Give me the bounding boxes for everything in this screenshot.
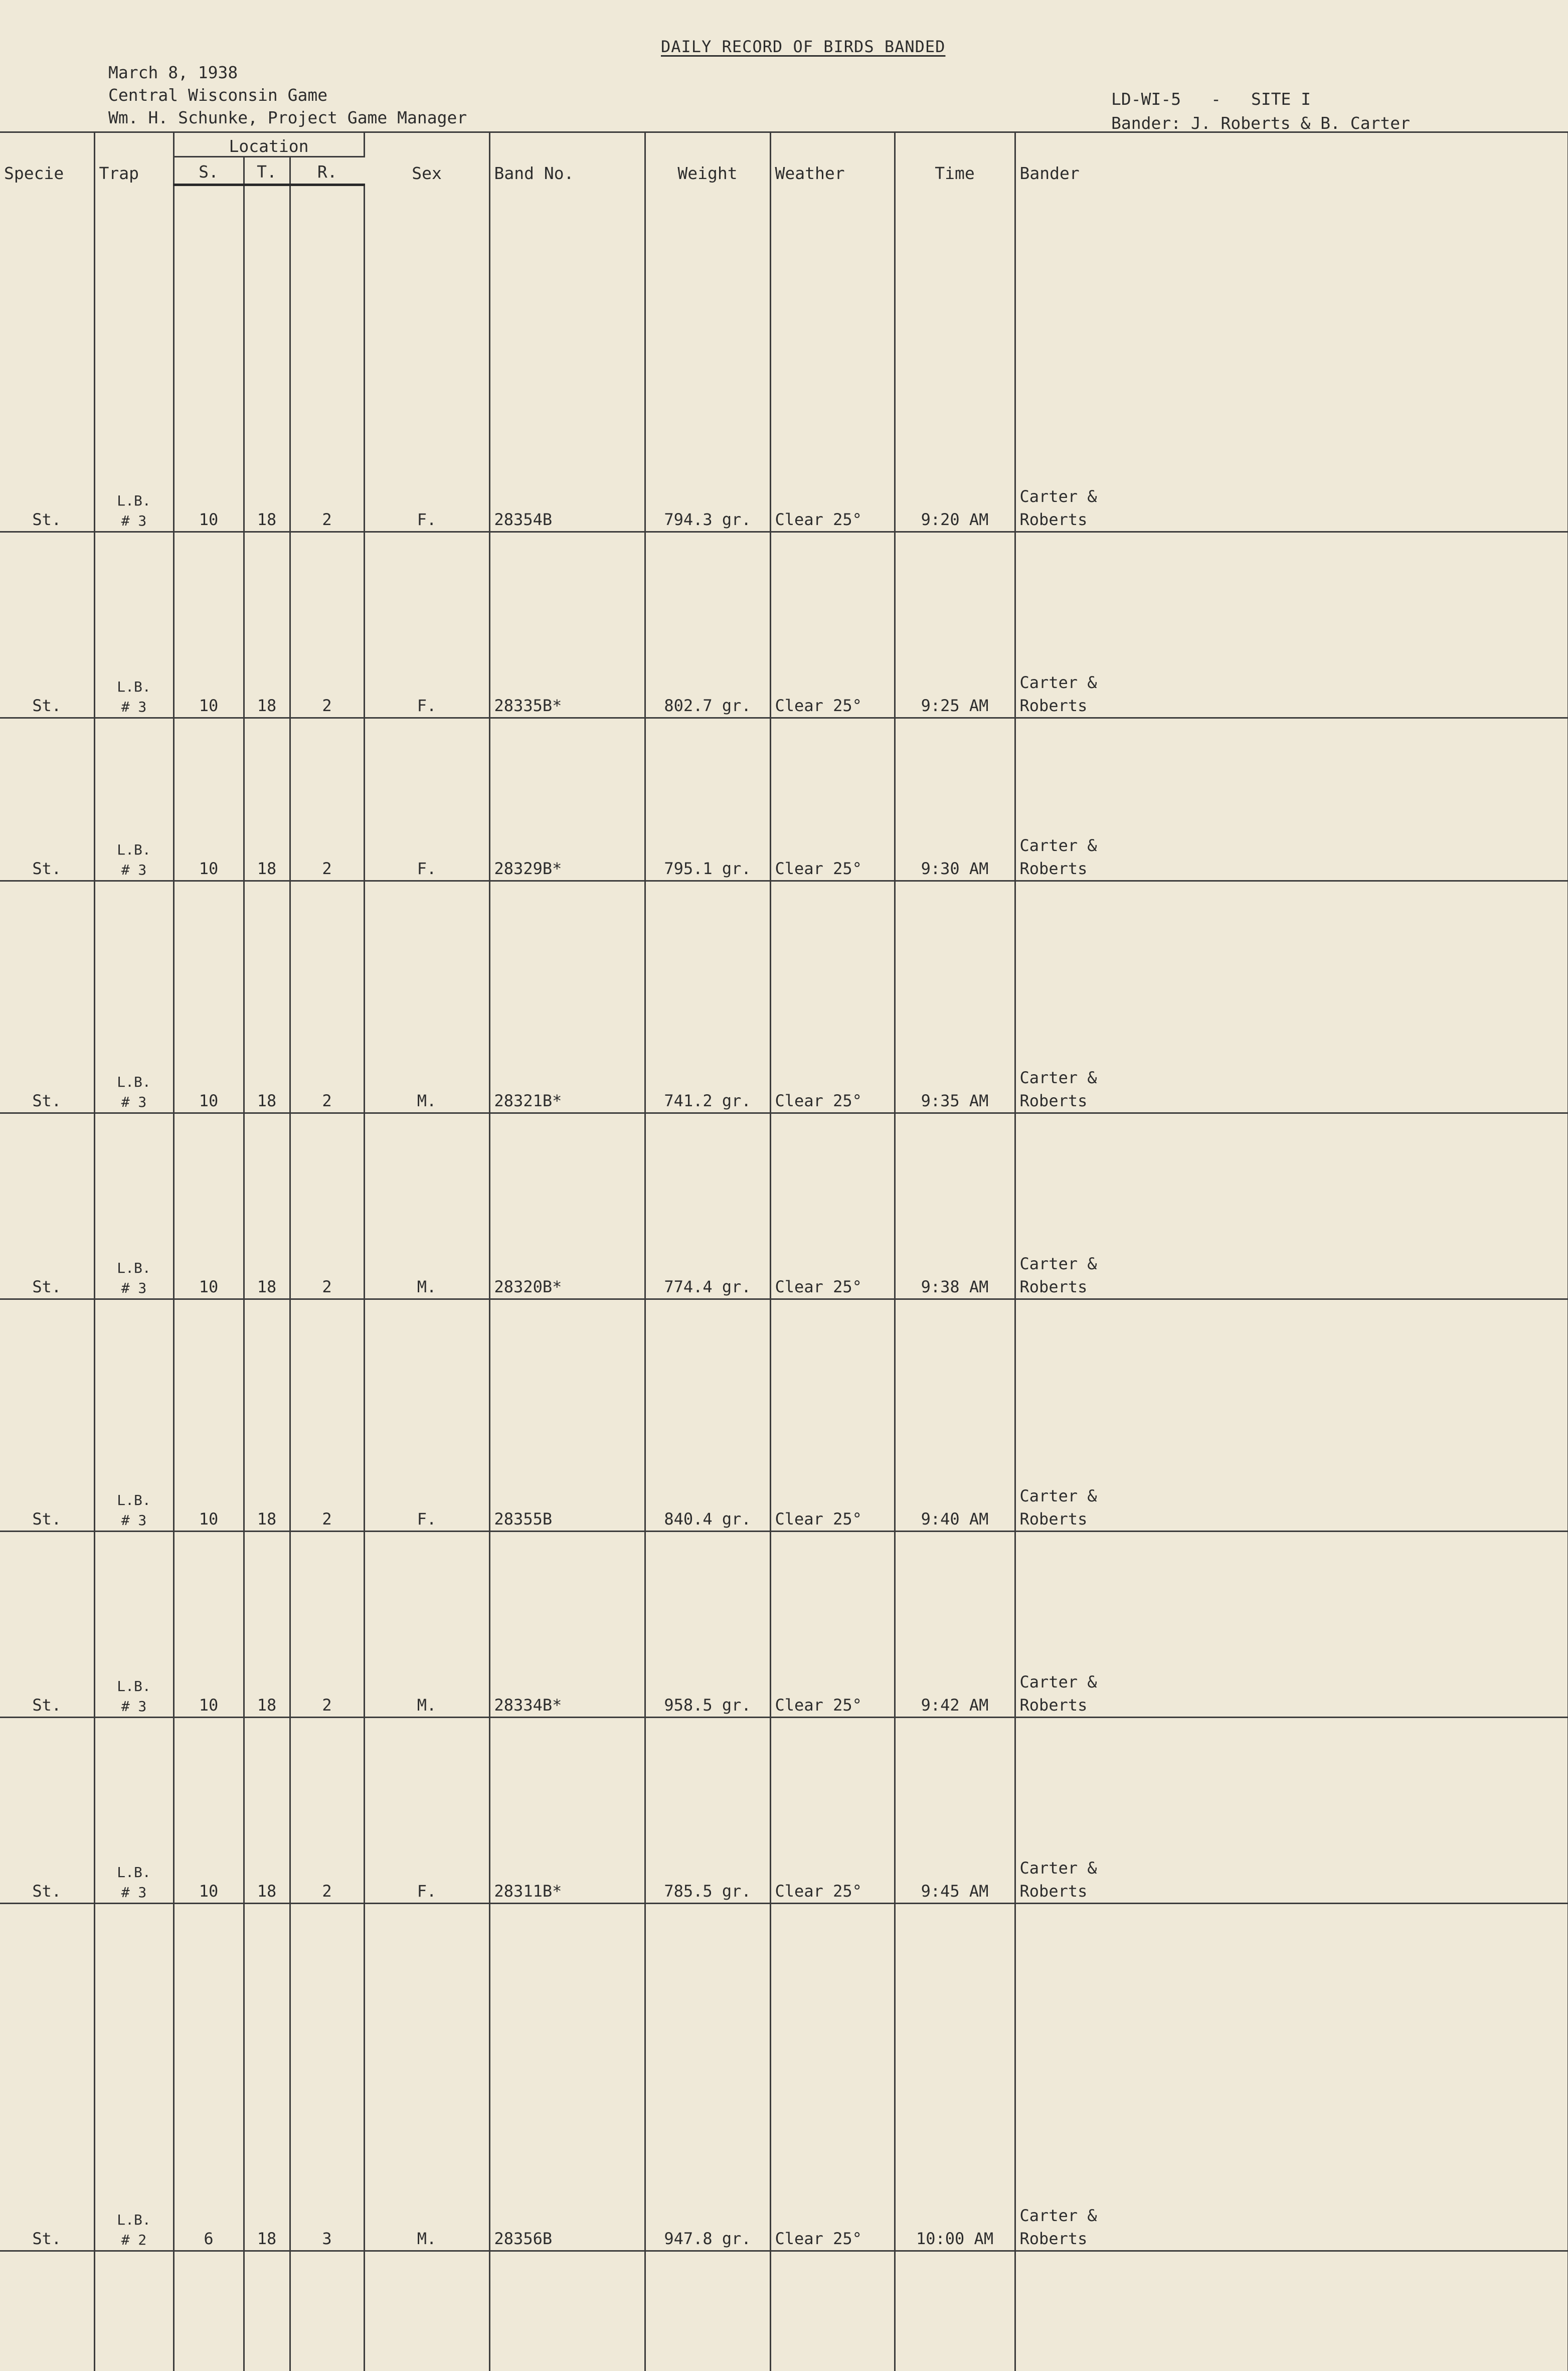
- cell-section: 10: [173, 718, 244, 881]
- cell-weight: 840.4 gr.: [645, 1299, 770, 1531]
- trap-type: L.B.: [99, 1490, 169, 1510]
- cell-section: 10: [173, 185, 244, 532]
- cell-range: 2: [290, 185, 364, 532]
- cell-range: 2: [290, 1299, 364, 1531]
- site-number: SITE I: [1251, 89, 1311, 109]
- bander-line-2: Roberts: [1020, 1507, 1563, 1531]
- bander-line-1: Carter &: [1020, 1856, 1563, 1880]
- cell-band-no: 28320B*: [489, 1113, 645, 1299]
- cell-section: [173, 2251, 244, 2371]
- trap-type: L.B.: [99, 2210, 169, 2230]
- cell-weather: Clear 25°: [770, 1717, 895, 1903]
- table-row: [0, 532, 1568, 718]
- trap-number: # 3: [99, 860, 169, 880]
- cell-band-no: 28354B: [489, 185, 645, 532]
- cell-sex: F.: [364, 185, 489, 532]
- bander-line-2: Roberts: [1020, 1880, 1563, 1903]
- cell-time: 9:40 AM: [895, 1299, 1015, 1531]
- trap-number: # 3: [99, 1883, 169, 1903]
- cell-trap: [94, 532, 173, 718]
- bander-names: J. Roberts & B. Carter: [1191, 113, 1410, 133]
- col-weather: Weather: [770, 132, 895, 185]
- bander-line-2: Roberts: [1020, 1089, 1563, 1112]
- cell-sex: F.: [364, 718, 489, 881]
- cell-weight: 785.5 gr.: [645, 1717, 770, 1903]
- cell-time: 9:25 AM: [895, 532, 1015, 718]
- cell-band-no: 28356B: [489, 1903, 645, 2251]
- cell-weight: 774.4 gr.: [645, 1113, 770, 1299]
- table-row: [0, 1531, 1568, 1717]
- cell-section: 6: [173, 1903, 244, 2251]
- table-row: [0, 1113, 1568, 1299]
- cell-bander: [1015, 1717, 1568, 1903]
- cell-weight: 802.7 gr.: [645, 532, 770, 718]
- col-township: T.: [244, 157, 290, 185]
- cell-weight: 958.5 gr.: [645, 1531, 770, 1717]
- cell-section: 10: [173, 1717, 244, 1903]
- site-line: [1111, 87, 1410, 111]
- bander-line-1: Carter &: [1020, 1484, 1563, 1507]
- cell-range: 3: [290, 1903, 364, 2251]
- table-row: [0, 1299, 1568, 1531]
- bander-line-2: Roberts: [1020, 1693, 1563, 1717]
- col-band-no: Band No.: [489, 132, 645, 185]
- cell-time: 9:35 AM: [895, 881, 1015, 1113]
- trap-type: L.B.: [99, 491, 169, 511]
- cell-specie: St.: [0, 1113, 94, 1299]
- cell-weather: Clear 25°: [770, 881, 895, 1113]
- cell-specie: St.: [0, 718, 94, 881]
- project-name: Central Wisconsin Game: [108, 84, 467, 106]
- cell-weather: Clear 25°: [770, 718, 895, 881]
- trap-type: L.B.: [99, 677, 169, 697]
- cell-weather: Clear 25°: [770, 185, 895, 532]
- trap-number: # 3: [99, 511, 169, 531]
- cell-weight: 795.1 gr.: [645, 718, 770, 881]
- table-row: [0, 881, 1568, 1113]
- banding-table: [0, 131, 1568, 2371]
- cell-bander: [1015, 718, 1568, 881]
- bander-line-2: Roberts: [1020, 2227, 1563, 2250]
- cell-bander: [1015, 532, 1568, 718]
- cell-weather: [770, 2251, 895, 2371]
- cell-weather: Clear 25°: [770, 1531, 895, 1717]
- cell-specie: St.: [0, 185, 94, 532]
- cell-range: 2: [290, 1717, 364, 1903]
- cell-township: 18: [244, 1113, 290, 1299]
- cell-township: 18: [244, 718, 290, 881]
- cell-bander: [1015, 1113, 1568, 1299]
- cell-specie: St.: [0, 1531, 94, 1717]
- bander-line-2: Roberts: [1020, 857, 1563, 880]
- cell-bander: [1015, 881, 1568, 1113]
- cell-township: 18: [244, 1717, 290, 1903]
- cell-range: 2: [290, 1113, 364, 1299]
- col-section: S.: [173, 157, 244, 185]
- cell-township: [244, 2251, 290, 2371]
- col-bander: Bander: [1015, 132, 1568, 185]
- table-row: [0, 718, 1568, 881]
- cell-range: 2: [290, 718, 364, 881]
- cell-bander: [1015, 185, 1568, 532]
- table-row: [0, 1903, 1568, 2251]
- cell-time: 9:42 AM: [895, 1531, 1015, 1717]
- cell-trap: [94, 881, 173, 1113]
- bander-line-2: Roberts: [1020, 508, 1563, 531]
- cell-weather: Clear 25°: [770, 532, 895, 718]
- cell-township: 18: [244, 185, 290, 532]
- cell-sex: F.: [364, 1717, 489, 1903]
- cell-sex: F.: [364, 1299, 489, 1531]
- trap-number: # 3: [99, 1092, 169, 1112]
- bander-line-1: Carter &: [1020, 671, 1563, 694]
- bander-line-1: Carter &: [1020, 834, 1563, 857]
- trap-type: L.B.: [99, 840, 169, 860]
- cell-sex: M.: [364, 1113, 489, 1299]
- cell-specie: St.: [0, 1903, 94, 2251]
- cell-sex: M.: [364, 1531, 489, 1717]
- table-body: [0, 185, 1568, 2371]
- cell-sex: F.: [364, 532, 489, 718]
- trap-type: L.B.: [99, 1072, 169, 1092]
- col-location: Location: [173, 132, 364, 157]
- cell-trap: [94, 1903, 173, 2251]
- cell-weather: Clear 25°: [770, 1113, 895, 1299]
- cell-township: 18: [244, 881, 290, 1113]
- cell-trap: [94, 2251, 173, 2371]
- cell-range: 2: [290, 1531, 364, 1717]
- cell-weather: Clear 25°: [770, 1903, 895, 2251]
- bander-line-1: Carter &: [1020, 2204, 1563, 2227]
- table-header: [0, 132, 1568, 185]
- trap-type: L.B.: [99, 1258, 169, 1278]
- col-weight: Weight: [645, 132, 770, 185]
- bander-line-2: Roberts: [1020, 1275, 1563, 1298]
- cell-time: 9:38 AM: [895, 1113, 1015, 1299]
- cell-bander: [1015, 1903, 1568, 2251]
- table-row: [0, 185, 1568, 532]
- project-manager: Wm. H. Schunke, Project Game Manager: [108, 106, 467, 129]
- site-separator: -: [1211, 89, 1221, 109]
- cell-township: 18: [244, 532, 290, 718]
- cell-specie: [0, 2251, 94, 2371]
- cell-section: 10: [173, 532, 244, 718]
- cell-township: 18: [244, 1299, 290, 1531]
- cell-trap: [94, 718, 173, 881]
- cell-section: 10: [173, 1299, 244, 1531]
- cell-band-no: 28311B*: [489, 1717, 645, 1903]
- bander-label: Bander:: [1111, 113, 1181, 133]
- cell-weight: 794.3 gr.: [645, 185, 770, 532]
- cell-range: 2: [290, 532, 364, 718]
- bander-line-1: Carter &: [1020, 1252, 1563, 1275]
- col-range: R.: [290, 157, 364, 185]
- cell-section: 10: [173, 1531, 244, 1717]
- header-left: [108, 61, 467, 129]
- site-code: LD-WI-5: [1111, 89, 1181, 109]
- cell-trap: [94, 1531, 173, 1717]
- bander-line-1: Carter &: [1020, 485, 1563, 508]
- cell-trap: [94, 1717, 173, 1903]
- cell-bander: [1015, 1299, 1568, 1531]
- cell-township: 18: [244, 1903, 290, 2251]
- cell-range: [290, 2251, 364, 2371]
- cell-specie: St.: [0, 532, 94, 718]
- cell-band-no: 28329B*: [489, 718, 645, 881]
- cell-bander: [1015, 1531, 1568, 1717]
- cell-bander: [1015, 2251, 1568, 2371]
- cell-specie: St.: [0, 1299, 94, 1531]
- cell-band-no: 28355B: [489, 1299, 645, 1531]
- cell-trap: [94, 185, 173, 532]
- bander-line-1: Carter &: [1020, 1066, 1563, 1089]
- trap-number: # 3: [99, 1278, 169, 1298]
- cell-sex: M.: [364, 1903, 489, 2251]
- cell-band-no: 28334B*: [489, 1531, 645, 1717]
- table-row: [0, 1717, 1568, 1903]
- trap-number: # 3: [99, 1510, 169, 1531]
- cell-range: 2: [290, 881, 364, 1113]
- cell-time: 9:45 AM: [895, 1717, 1015, 1903]
- cell-trap: [94, 1299, 173, 1531]
- cell-weight: 947.8 gr.: [645, 1903, 770, 2251]
- table-row: [0, 2251, 1568, 2371]
- cell-time: 9:30 AM: [895, 718, 1015, 881]
- cell-weight: [645, 2251, 770, 2371]
- cell-township: 18: [244, 1531, 290, 1717]
- cell-trap: [94, 1113, 173, 1299]
- header-right: [1111, 87, 1410, 135]
- cell-weight: 741.2 gr.: [645, 881, 770, 1113]
- col-time: Time: [895, 132, 1015, 185]
- cell-sex: M.: [364, 881, 489, 1113]
- cell-time: 9:20 AM: [895, 185, 1015, 532]
- trap-number: # 3: [99, 1697, 169, 1717]
- record-date: March 8, 1938: [108, 61, 467, 84]
- col-sex: Sex: [364, 132, 489, 185]
- cell-section: 10: [173, 1113, 244, 1299]
- bander-line-2: Roberts: [1020, 694, 1563, 717]
- col-trap: Trap: [94, 132, 173, 185]
- bander-line-1: Carter &: [1020, 1670, 1563, 1693]
- cell-band-no: [489, 2251, 645, 2371]
- cell-time: 10:00 AM: [895, 1903, 1015, 2251]
- col-specie: Specie: [0, 132, 94, 185]
- cell-specie: St.: [0, 881, 94, 1113]
- trap-number: # 3: [99, 697, 169, 717]
- cell-specie: St.: [0, 1717, 94, 1903]
- cell-section: 10: [173, 881, 244, 1113]
- cell-time: [895, 2251, 1015, 2371]
- cell-band-no: 28335B*: [489, 532, 645, 718]
- cell-weather: Clear 25°: [770, 1299, 895, 1531]
- cell-sex: [364, 2251, 489, 2371]
- trap-type: L.B.: [99, 1676, 169, 1697]
- document-title: DAILY RECORD OF BIRDS BANDED: [661, 37, 945, 56]
- trap-type: L.B.: [99, 1862, 169, 1883]
- trap-number: # 2: [99, 2230, 169, 2250]
- cell-band-no: 28321B*: [489, 881, 645, 1113]
